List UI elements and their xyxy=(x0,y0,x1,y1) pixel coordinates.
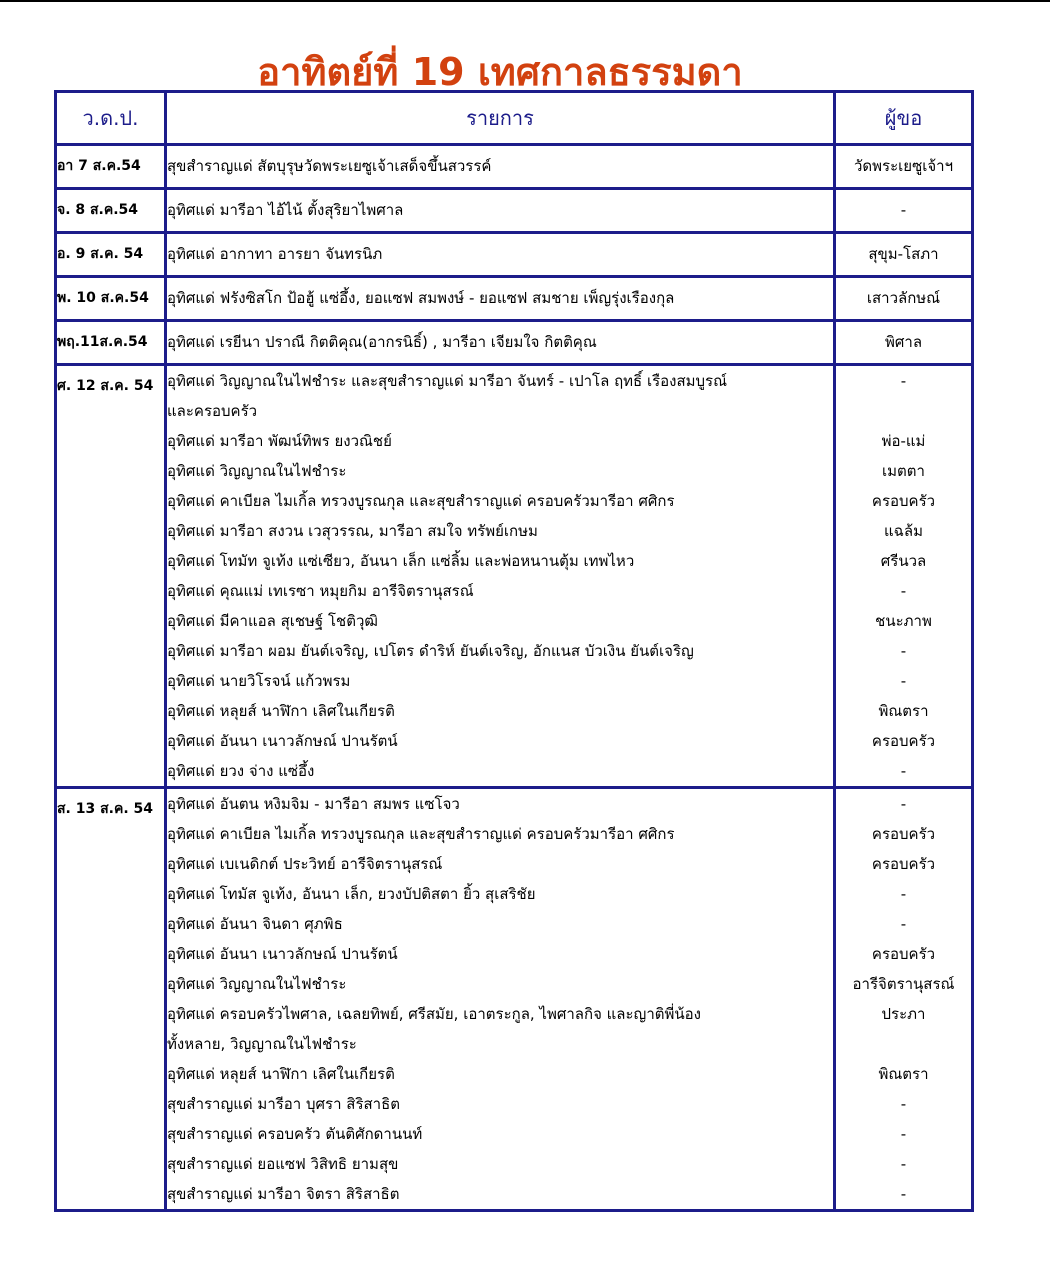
header-items: รายการ xyxy=(166,92,835,145)
requester-line: - xyxy=(900,885,907,903)
page-title: อาทิตย์ที่ 19 เทศกาลธรรมดา xyxy=(257,50,743,94)
mass-intentions-table xyxy=(54,90,974,1212)
intention-line: อุทิศแด่ คาเบียล ไมเกิ้ล ทรวงบูรณกุล และสุขสำราญแด่ ครอบครัวมารีอา ศศิกร xyxy=(167,492,675,510)
row-items xyxy=(166,321,835,365)
requester-line: - xyxy=(900,1185,907,1203)
row-date xyxy=(56,277,166,321)
intention-line: อุทิศแด่ มารีอา ไอ้ไน้ ตั้งสุริยาไพศาล xyxy=(167,201,404,219)
intention-line: อุทิศแด่ มารีอา พัฒน์ทิพร ยงวณิชย์ xyxy=(167,432,392,450)
row-items xyxy=(166,233,835,277)
row-requesters xyxy=(835,788,973,1211)
requester-line: ครอบครัว xyxy=(871,825,936,843)
intention-line: อุทิศแด่ โทมัส จูเท้ง, อันนา เล็ก, ยวงบัปติสตา ยิ้ว สุเสริชัย xyxy=(167,885,536,903)
table-row xyxy=(56,365,973,788)
requester-line: - xyxy=(900,1095,907,1113)
table-row xyxy=(56,788,973,1211)
requester-line: ชนะภาพ xyxy=(875,612,932,630)
row-requesters xyxy=(835,277,973,321)
requester-line: เมตตา xyxy=(882,462,925,480)
requester-line: พ่อ-แม่ xyxy=(881,432,926,450)
row-date xyxy=(56,321,166,365)
row-requesters xyxy=(835,365,973,788)
intention-line: อุทิศแด่ มารีอา สงวน เวสุวรรณ, มารีอา สมใจ ทรัพย์เกษม xyxy=(167,522,538,540)
row-requesters xyxy=(835,145,973,189)
row-date xyxy=(56,189,166,233)
requester-line: - xyxy=(900,1155,907,1173)
requester-line: - xyxy=(900,372,907,390)
date-text: พฤ.11ส.ค.54 xyxy=(57,334,148,350)
requester-line: เสาวลักษณ์ xyxy=(866,289,941,307)
row-date xyxy=(56,365,166,788)
date-text: ส. 13 ส.ค. 54 xyxy=(57,801,153,817)
intention-line: อุทิศแด่ โทมัท จูเท้ง แซ่เซียว, อันนา เล็ก แซ่ลิ้ม และพ่อหนานตุ้ม เทพไหว xyxy=(167,552,635,570)
intention-line: อุทิศแด่ หลุยส์ นาฬิกา เลิศในเกียรติ xyxy=(167,702,395,720)
row-requesters xyxy=(835,233,973,277)
row-items xyxy=(166,277,835,321)
table-row xyxy=(56,277,973,321)
intention-line: และครอบครัว xyxy=(167,402,258,420)
requester-line: - xyxy=(900,795,907,813)
intention-line: อุทิศแด่ เบเนดิกต์ ประวิทย์ อารีจิตรานุสรณ์ xyxy=(167,855,443,873)
date-text: อ. 9 ส.ค. 54 xyxy=(57,246,144,262)
requester-line: แฉล้ม xyxy=(884,522,923,540)
intention-line: สุขสำราญแด่ ยอแซฟ วิสิทธิ ยามสุข xyxy=(167,1155,399,1173)
requester-line: พิณตรา xyxy=(878,702,929,720)
requester-line: - xyxy=(900,762,907,780)
requester-line: พิศาล xyxy=(884,333,923,351)
row-requesters xyxy=(835,321,973,365)
row-date xyxy=(56,788,166,1211)
intention-line: อุทิศแด่ เรยีนา ปราณี กิตติคุณ(อากรนิธิ์) , มารีอา เจียมใจ กิตติคุณ xyxy=(167,333,597,351)
intention-line: อุทิศแด่ อากาทา อารยา จันทรนิภ xyxy=(167,245,383,263)
intention-line: อุทิศแด่ มารีอา ผอม ยันต์เจริญ, เปโตร ดำริห์ ยันต์เจริญ, อักแนส บัวเงิน ยันต์เจริญ xyxy=(167,642,694,660)
table-row xyxy=(56,233,973,277)
date-text: พ. 10 ส.ค.54 xyxy=(57,290,149,306)
requester-line: พิณตรา xyxy=(878,1065,929,1083)
row-items xyxy=(166,788,835,1211)
intention-line: อุทิศแด่ อันตน หงิมจิม - มารีอา สมพร แซโจว xyxy=(167,795,460,813)
intention-line: อุทิศแด่ ฟรังซิสโก ป้อฮู้ แซ่อึ้ง, ยอแซฟ สมพงษ์ - ยอแซฟ สมชาย เพ็ญรุ่งเรืองกุล xyxy=(167,289,675,307)
intention-line: อุทิศแด่ หลุยส์ นาฬิกา เลิศในเกียรติ xyxy=(167,1065,395,1083)
date-text: ศ. 12 ส.ค. 54 xyxy=(57,378,154,394)
requester-line: - xyxy=(900,672,907,690)
header-date: ว.ด.ป. xyxy=(56,92,166,145)
requester-line: อารีจิตรานุสรณ์ xyxy=(852,975,955,993)
requester-line: ครอบครัว xyxy=(871,732,936,750)
intention-line: อุทิศแด่ อันนา เนาวลักษณ์ ปานรัตน์ xyxy=(167,945,398,963)
table-body xyxy=(56,145,973,1211)
intention-line: อุทิศแด่ คุณแม่ เทเรซา หมุยกิม อารีจิตรานุสรณ์ xyxy=(167,582,474,600)
top-border-line xyxy=(0,0,1050,2)
requester-line: วัดพระเยซูเจ้าฯ xyxy=(853,157,954,175)
requester-line: ศรีนวล xyxy=(880,552,927,570)
header-requester: ผู้ขอ xyxy=(835,92,973,145)
date-text: อา 7 ส.ค.54 xyxy=(57,158,141,174)
intention-line: อุทิศแด่ มีคาแอล สุเชษฐ์ โชติวุฒิ xyxy=(167,612,378,630)
table-row xyxy=(56,145,973,189)
requester-line xyxy=(836,396,971,426)
intention-line: อุทิศแด่ นายวิโรจน์ แก้วพรม xyxy=(167,672,351,690)
intention-line: สุขสำราญแด่ มารีอา บุศรา สิริสาธิต xyxy=(167,1095,400,1113)
requester-line: ครอบครัว xyxy=(871,855,936,873)
table-row xyxy=(56,189,973,233)
requester-line: - xyxy=(900,201,907,219)
requester-line: - xyxy=(900,1125,907,1143)
intention-line: อุทิศแด่ คาเบียล ไมเกิ้ล ทรวงบูรณกุล และสุขสำราญแด่ ครอบครัวมารีอา ศศิกร xyxy=(167,825,675,843)
requester-line: ครอบครัว xyxy=(871,492,936,510)
requester-line: - xyxy=(900,582,907,600)
intention-line: อุทิศแด่ วิญญาณในไฟชำระ และสุขสำราญแด่ มารีอา จันทร์ - เปาโล ฤทธิ์ เรืองสมบูรณ์ xyxy=(167,372,728,390)
table-row xyxy=(56,321,973,365)
intention-line: อุทิศแด่ อันนา เนาวลักษณ์ ปานรัตน์ xyxy=(167,732,398,750)
intention-line: สุขสำราญแด่ ครอบครัว ตันติศักดานนท์ xyxy=(167,1125,423,1143)
date-text: จ. 8 ส.ค.54 xyxy=(57,202,139,218)
intention-line: สุขสำราญแด่ สัตบุรุษวัดพระเยซูเจ้าเสด็จขึ้นสวรรค์ xyxy=(167,157,492,175)
row-date xyxy=(56,145,166,189)
intention-line: อุทิศแด่ วิญญาณในไฟชำระ xyxy=(167,975,347,993)
row-requesters xyxy=(835,189,973,233)
row-items xyxy=(166,145,835,189)
table-header-row xyxy=(56,92,973,145)
requester-line: ครอบครัว xyxy=(871,945,936,963)
row-items xyxy=(166,189,835,233)
row-items xyxy=(166,365,835,788)
intention-line: อุทิศแด่ ยวง จ่าง แซ่อึ้ง xyxy=(167,762,315,780)
requester-line xyxy=(836,1029,971,1059)
requester-line: สุขุม-โสภา xyxy=(868,245,939,263)
intention-line: สุขสำราญแด่ มารีอา จิตรา สิริสาธิต xyxy=(167,1185,400,1203)
requester-line: - xyxy=(900,915,907,933)
row-date xyxy=(56,233,166,277)
requester-line: - xyxy=(900,642,907,660)
intention-line: อุทิศแด่ ครอบครัวไพศาล, เฉลยทิพย์, ศรีสมัย, เอาตระกูล, ไพศาลกิจ และญาติพี่น้อง xyxy=(167,1005,701,1023)
intention-line: อุทิศแด่ วิญญาณในไฟชำระ xyxy=(167,462,347,480)
intention-line: ทั้งหลาย, วิญญาณในไฟชำระ xyxy=(167,1035,357,1053)
intention-line: อุทิศแด่ อันนา จินดา ศุภพิธ xyxy=(167,915,343,933)
requester-line: ประภา xyxy=(881,1005,926,1023)
